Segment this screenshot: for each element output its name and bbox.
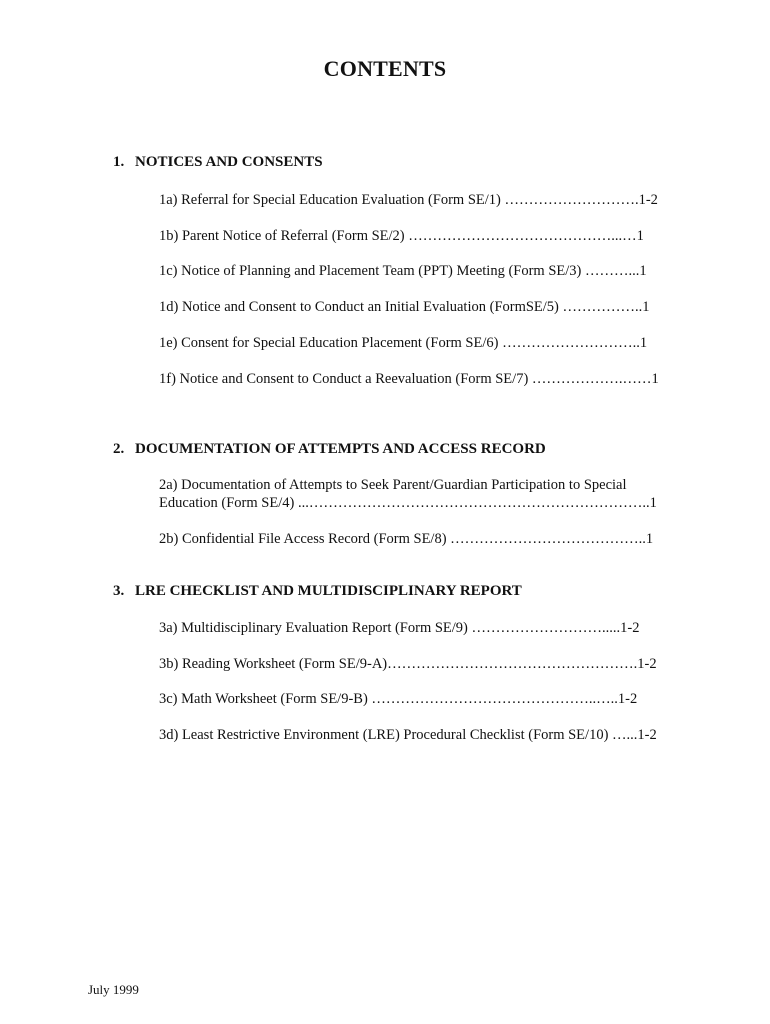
- section-title: LRE CHECKLIST AND MULTIDISCIPLINARY REPORT: [135, 583, 522, 599]
- page-title: CONTENTS: [323, 56, 447, 81]
- section-number: 2.: [113, 441, 125, 457]
- toc-entry-2a[interactable]: 2a) Documentation of Attempts to Seek Parent/Guardian Participation to Special Education (Form SE/4) ...……………………………………………………………..1: [159, 477, 657, 511]
- section-heading-documentation: [113, 441, 546, 458]
- page-footer-date: July 1999: [88, 982, 139, 997]
- section-number: 1.: [113, 154, 125, 170]
- section-heading-lre-checklist: [113, 583, 522, 600]
- section-title: DOCUMENTATION OF ATTEMPTS AND ACCESS RECORD: [135, 441, 546, 457]
- toc-entry-1e[interactable]: 1e) Consent for Special Education Placement (Form SE/6) ………………………..1: [159, 335, 648, 351]
- toc-entry-1b[interactable]: 1b) Parent Notice of Referral (Form SE/2) ……………………………………...…1: [159, 228, 644, 244]
- toc-entry-1f[interactable]: 1f) Notice and Consent to Conduct a Reevaluation (Form SE/7) ……………….……1: [159, 371, 659, 387]
- section-title: NOTICES AND CONSENTS: [135, 154, 323, 170]
- toc-entry-3a[interactable]: 3a) Multidisciplinary Evaluation Report (Form SE/9) ……………………….....1-2: [159, 620, 640, 636]
- section-number: 3.: [113, 583, 125, 599]
- toc-entry-3b[interactable]: 3b) Reading Worksheet (Form SE/9-A)…………………………………………….1-2: [159, 656, 657, 672]
- toc-entry-1a[interactable]: 1a) Referral for Special Education Evaluation (Form SE/1) ……………………….1-2: [159, 192, 658, 208]
- toc-entry-3c[interactable]: 3c) Math Worksheet (Form SE/9-B) ………………………………………..…..1-2: [159, 691, 638, 707]
- toc-entry-1c[interactable]: 1c) Notice of Planning and Placement Team (PPT) Meeting (Form SE/3) ………...1: [159, 263, 647, 279]
- toc-entry-2b[interactable]: 2b) Confidential File Access Record (Form SE/8) …………………………………..1: [159, 531, 654, 547]
- toc-entry-3d[interactable]: 3d) Least Restrictive Environment (LRE) Procedural Checklist (Form SE/10) …...1-2: [159, 727, 657, 743]
- section-heading-notices: [113, 154, 323, 171]
- toc-entry-1d[interactable]: 1d) Notice and Consent to Conduct an Initial Evaluation (FormSE/5) ……………..1: [159, 299, 650, 315]
